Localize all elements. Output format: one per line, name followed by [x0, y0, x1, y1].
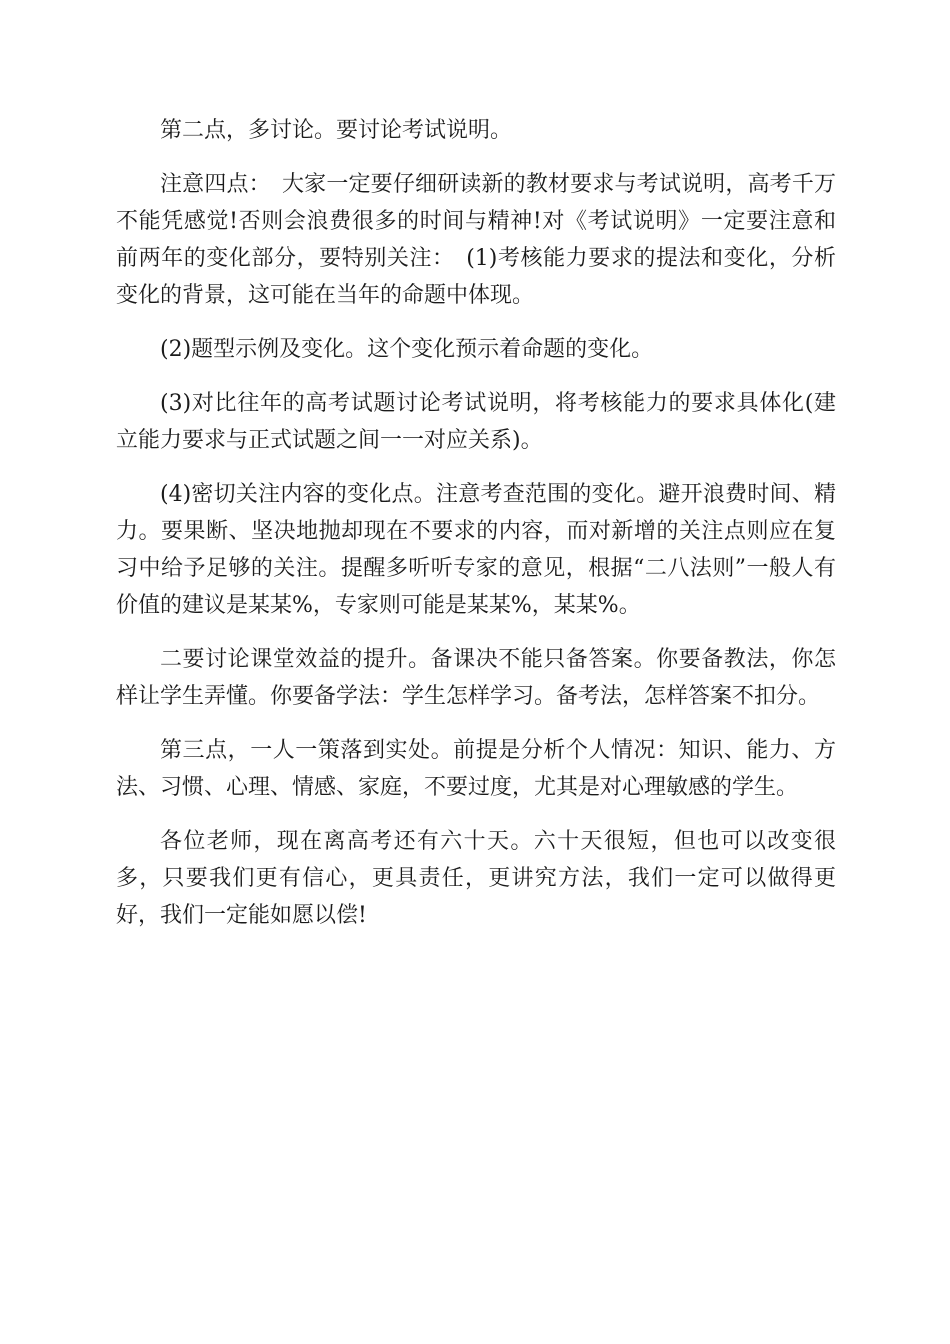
paragraph-four-notes: 注意四点： 大家一定要仔细研读新的教材要求与考试说明，高考千万不能凭感觉!否则会浪费很多的时间与精神!对《考试说明》一定要注意和前两年的变化部分，要特别关注： (1)考核能力要求的提法和变化，分析变化的背景，这可能在当年的命题中体现。 [116, 172, 836, 308]
paragraph-note-3: (3)对比往年的高考试题讨论考试说明，将考核能力的要求具体化(建立能力要求与正式试题之间一一对应关系)。 [116, 391, 836, 453]
document-body [116, 112, 836, 951]
paragraph-note-2: (2)题型示例及变化。这个变化预示着命题的变化。 [160, 337, 654, 362]
paragraph-second-point: 第二点，多讨论。要讨论考试说明。 [160, 118, 513, 143]
paragraph-third-point: 第三点，一人一策落到实处。前提是分析个人情况：知识、能力、方法、习惯、心理、情感、家庭，不要过度，尤其是对心理敏感的学生。 [116, 738, 836, 800]
paragraph-closing: 各位老师，现在离高考还有六十天。六十天很短，但也可以改变很多，只要我们更有信心，更具责任，更讲究方法，我们一定可以做得更好，我们一定能如愿以偿! [116, 829, 836, 928]
paragraph-classroom-efficiency: 二要讨论课堂效益的提升。备课决不能只备答案。你要备教法，你怎样让学生弄懂。你要备学法：学生怎样学习。备考法，怎样答案不扣分。 [116, 647, 836, 709]
paragraph-note-4: (4)密切关注内容的变化点。注意考查范围的变化。避开浪费时间、精力。要果断、坚决地抛却现在不要求的内容，而对新增的关注点则应在复习中给予足够的关注。提醒多听听专家的意见，根据“二八法则”一般人有价值的建议是某某%，专家则可能是某某%，某某%。 [116, 482, 836, 618]
